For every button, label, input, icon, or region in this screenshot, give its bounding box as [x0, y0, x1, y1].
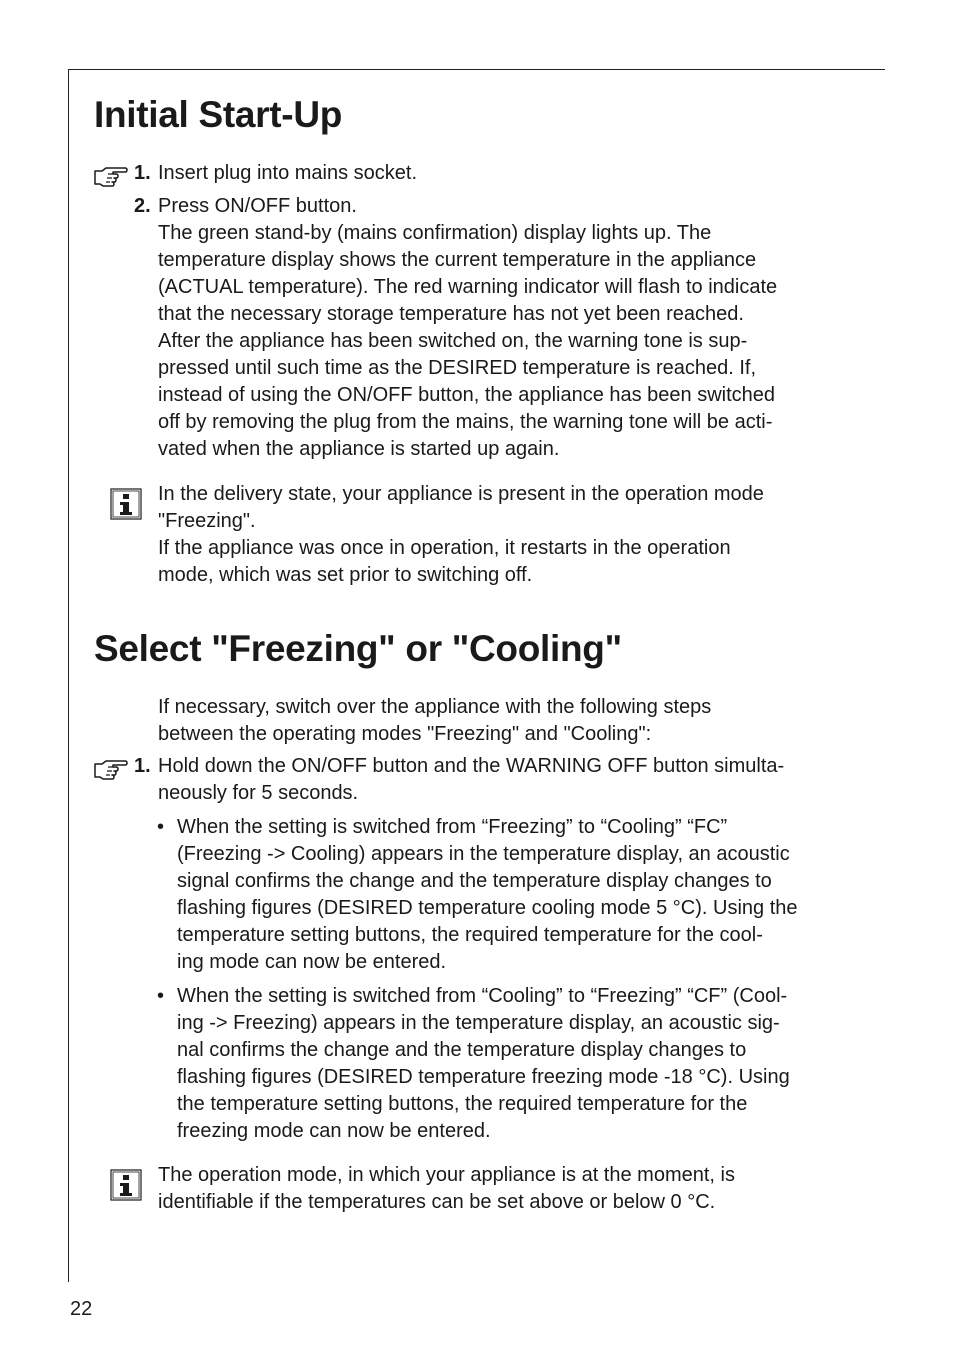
pointing-hand-icon	[94, 165, 128, 187]
text-line: vated when the appliance is started up again.	[158, 438, 560, 460]
text-line: (ACTUAL temperature). The red warning indicator will flash to indicate	[158, 276, 778, 298]
text-line: neously for 5 seconds.	[158, 782, 359, 804]
step-1-text	[158, 160, 417, 187]
text-line: In the delivery state, your appliance is present in the operation mode	[158, 483, 764, 505]
text-line: freezing mode can now be entered.	[177, 1120, 491, 1142]
text-line: Hold down the ON/OFF button and the WARNING OFF button simulta-	[158, 755, 785, 777]
text-line: When the setting is switched from “Cooling” to “Freezing” “CF” (Cool-	[177, 985, 788, 1007]
text-line: temperature setting buttons, the required temperature for the cool-	[177, 924, 763, 946]
text-line: mode, which was set prior to switching off.	[158, 564, 533, 586]
pointing-hand-icon	[94, 758, 128, 780]
text-line: The green stand-by (mains confirmation) display lights up. The	[158, 222, 712, 244]
step-1-text	[158, 753, 784, 807]
heading-select-freezing-or-cooling: Select "Freezing" or "Cooling"	[94, 628, 622, 669]
text-line: flashing figures (DESIRED temperature cooling mode 5 °C). Using the	[177, 897, 798, 919]
info-icon	[110, 488, 142, 520]
text-line: After the appliance has been switched on, the warning tone is sup-	[158, 330, 748, 352]
text-line: off by removing the plug from the mains, the warning tone will be acti-	[158, 411, 773, 433]
bullet-marker: •	[157, 816, 165, 838]
text-line: the temperature setting buttons, the required temperature for the	[177, 1093, 748, 1115]
text-line: "Freezing".	[158, 510, 256, 532]
text-line: between the operating modes "Freezing" and "Cooling":	[158, 723, 652, 745]
step-number: 1.	[134, 162, 151, 184]
text-line: (Freezing -> Cooling) appears in the temperature display, an acoustic	[177, 843, 790, 865]
text-line: identifiable if the temperatures can be set above or below 0 °C.	[158, 1191, 716, 1213]
text-line: If the appliance was once in operation, it restarts in the operation	[158, 537, 731, 559]
text-line: instead of using the ON/OFF button, the appliance has been switched	[158, 384, 776, 406]
text-line: If necessary, switch over the appliance with the following steps	[158, 696, 712, 718]
text-line: The operation mode, in which your appliance is at the moment, is	[158, 1164, 735, 1186]
text-line: When the setting is switched from “Freezing” to “Cooling” “FC”	[177, 816, 728, 838]
info-note-operation-mode	[158, 1162, 735, 1216]
text-line: temperature display shows the current temperature in the appliance	[158, 249, 757, 271]
text-line: ing mode can now be entered.	[177, 951, 447, 973]
text-line: ing -> Freezing) appears in the temperature display, an acoustic sig-	[177, 1012, 780, 1034]
text-line: Press ON/OFF button.	[158, 195, 357, 217]
text-line: nal confirms the change and the temperature display changes to	[177, 1039, 747, 1061]
heading-initial-start-up: Initial Start-Up	[94, 94, 343, 135]
text-line: that the necessary storage temperature has not yet been reached.	[158, 303, 744, 325]
step-number: 1.	[134, 755, 151, 777]
text-line: Insert plug into mains socket.	[158, 162, 418, 184]
text-line: flashing figures (DESIRED temperature freezing mode -18 °C). Using	[177, 1066, 790, 1088]
bullet-cooling-to-freezing	[177, 983, 790, 1145]
text-line: signal confirms the change and the temperature display changes to	[177, 870, 772, 892]
intro-text	[158, 694, 711, 748]
step-number: 2.	[134, 195, 151, 217]
info-note-delivery-state	[158, 481, 764, 589]
page-number: 22	[70, 1298, 93, 1320]
top-rule	[69, 69, 885, 70]
text-line: pressed until such time as the DESIRED temperature is reached. If,	[158, 357, 757, 379]
left-margin-rule	[68, 69, 69, 1282]
bullet-marker: •	[157, 985, 165, 1007]
bullet-freezing-to-cooling	[177, 814, 798, 976]
info-icon	[110, 1169, 142, 1201]
step-2-text	[158, 193, 777, 463]
